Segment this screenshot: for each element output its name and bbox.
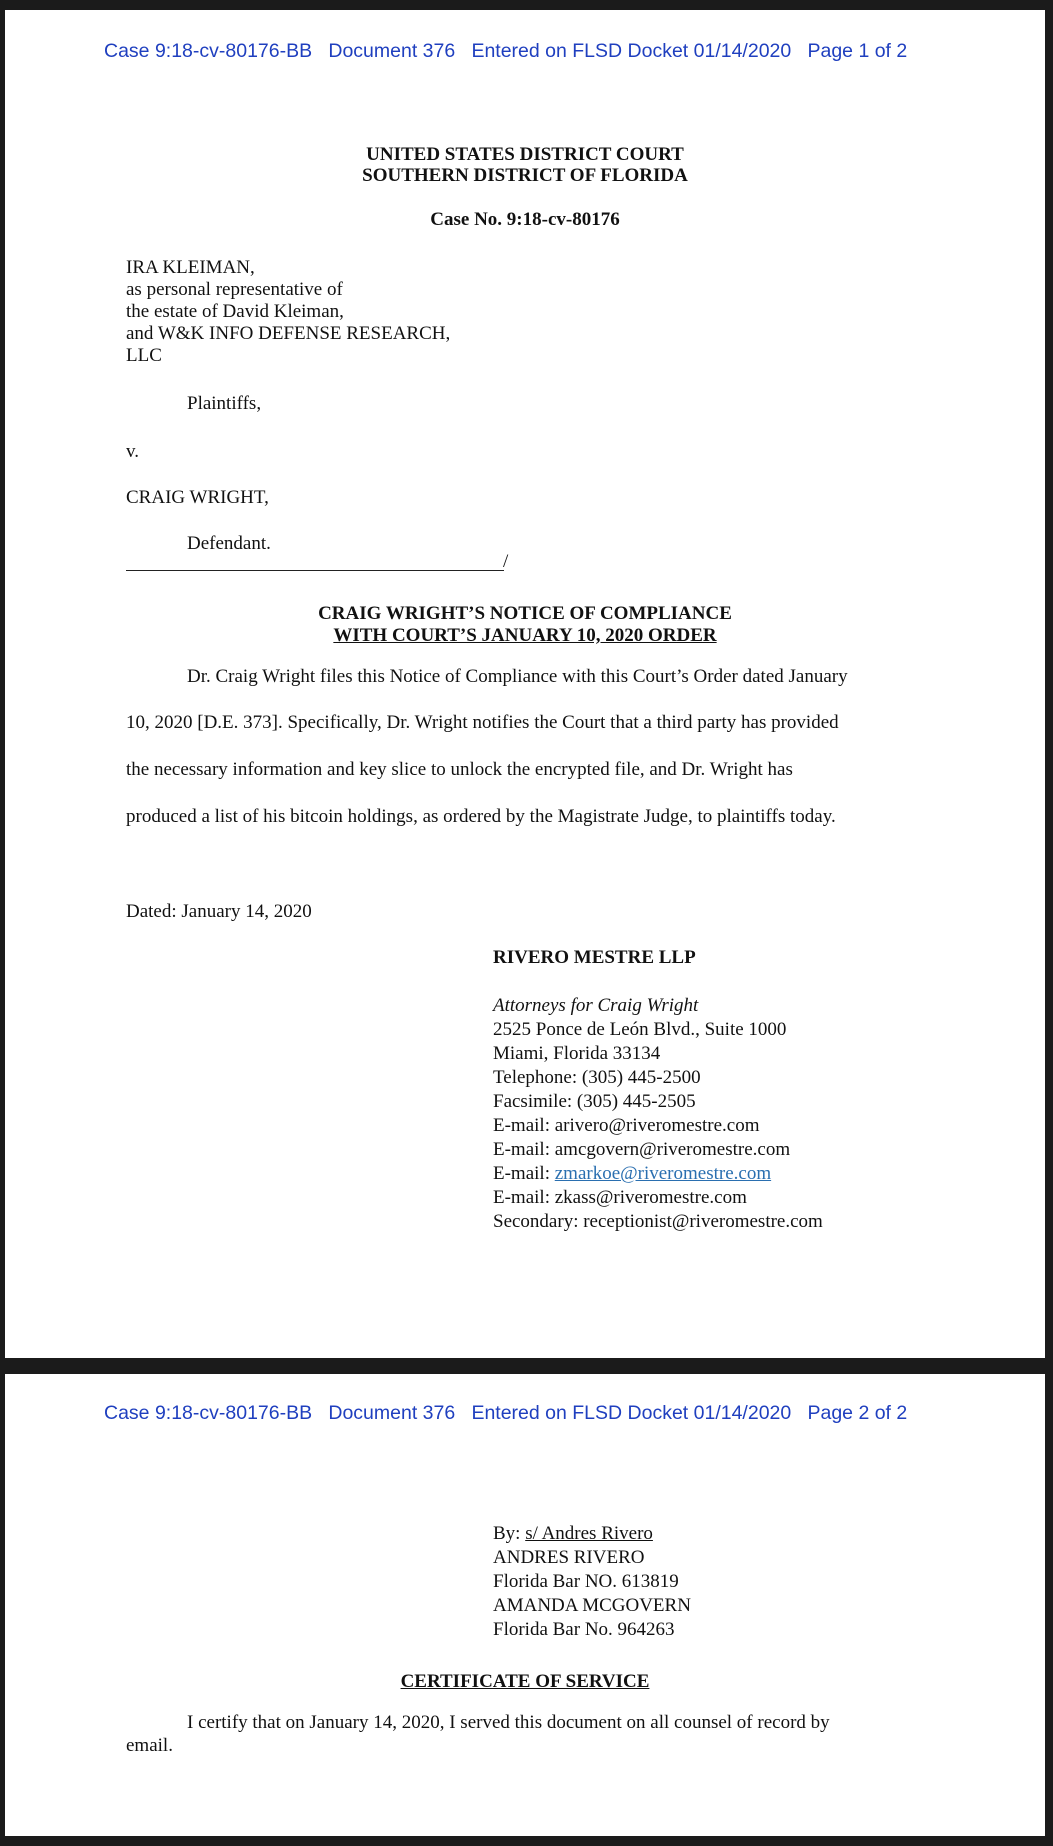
- document-page-2: [5, 1374, 1045, 1836]
- versus: v.: [126, 441, 140, 462]
- email-line: [493, 1162, 823, 1186]
- facsimile: Facsimile: (305) 445-2505: [493, 1091, 696, 1112]
- electronic-signature: s/ Andres Rivero: [525, 1523, 653, 1544]
- certificate-line: I certify that on January 14, 2020, I served this document on all counsel of record by: [187, 1712, 830, 1733]
- email-label: E-mail:: [493, 1163, 555, 1184]
- defendant-name: CRAIG WRIGHT,: [126, 487, 269, 508]
- caption-rule: [126, 570, 504, 571]
- plaintiff-line: IRA KLEIMAN,: [126, 257, 255, 278]
- signer-name: AMANDA MCGOVERN: [493, 1595, 691, 1616]
- plaintiff-line: and W&K INFO DEFENSE RESEARCH,: [126, 323, 451, 344]
- document-page-1: [5, 10, 1045, 1358]
- case-number: Case No. 9:18-cv-80176: [430, 209, 620, 230]
- defendant-label: Defendant.: [187, 533, 271, 554]
- body-paragraph-line: Dr. Craig Wright files this Notice of Compliance with this Court’s Order dated January: [187, 666, 848, 687]
- notice-title-line2: WITH COURT’S JANUARY 10, 2020 ORDER: [333, 625, 717, 646]
- plaintiff-line: the estate of David Kleiman,: [126, 301, 344, 322]
- plaintiff-line: as personal representative of: [126, 279, 343, 300]
- secondary-email: Secondary: receptionist@riveromestre.com: [493, 1211, 823, 1232]
- telephone: Telephone: (305) 445-2500: [493, 1067, 701, 1088]
- signature-block: [493, 1522, 691, 1642]
- address-line: 2525 Ponce de León Blvd., Suite 1000: [493, 1019, 787, 1040]
- dated-line: Dated: January 14, 2020: [126, 901, 312, 922]
- by-label: By:: [493, 1523, 526, 1544]
- bar-number: Florida Bar NO. 613819: [493, 1571, 679, 1592]
- caption-slash: /: [503, 551, 509, 572]
- firm-name: RIVERO MESTRE LLP: [493, 947, 696, 968]
- docket-header: Case 9:18-cv-80176-BB Document 376 Entered on FLSD Docket 01/14/2020 Page 1 of 2: [104, 40, 908, 62]
- plaintiff-line: LLC: [126, 345, 162, 366]
- address-line: Miami, Florida 33134: [493, 1043, 661, 1064]
- attorneys-for: Attorneys for Craig Wright: [493, 995, 699, 1016]
- notice-title-line1: CRAIG WRIGHT’S NOTICE OF COMPLIANCE: [318, 603, 732, 624]
- bar-number: Florida Bar No. 964263: [493, 1619, 675, 1640]
- certificate-title: CERTIFICATE OF SERVICE: [400, 1671, 650, 1692]
- body-paragraph-line: produced a list of his bitcoin holdings, as ordered by the Magistrate Judge, to plaintiffs today.: [126, 806, 836, 827]
- email-line: E-mail: arivero@riveromestre.com: [493, 1115, 760, 1136]
- body-paragraph-line: 10, 2020 [D.E. 373]. Specifically, Dr. Wright notifies the Court that a third party has provided: [126, 712, 839, 733]
- email-line: E-mail: zkass@riveromestre.com: [493, 1187, 747, 1208]
- email-link[interactable]: zmarkoe@riveromestre.com: [554, 1163, 772, 1184]
- firm-contact-block: [493, 994, 823, 1234]
- by-line: [493, 1522, 691, 1546]
- court-name-line2: SOUTHERN DISTRICT OF FLORIDA: [362, 165, 688, 186]
- certificate-line: email.: [126, 1735, 173, 1756]
- body-paragraph-line: the necessary information and key slice to unlock the encrypted file, and Dr. Wright has: [126, 759, 793, 780]
- signer-name: ANDRES RIVERO: [493, 1547, 645, 1568]
- plaintiffs-label: Plaintiffs,: [187, 393, 262, 414]
- court-name-line1: UNITED STATES DISTRICT COURT: [366, 144, 684, 165]
- docket-header: Case 9:18-cv-80176-BB Document 376 Entered on FLSD Docket 01/14/2020 Page 2 of 2: [104, 1402, 908, 1424]
- email-line: E-mail: amcgovern@riveromestre.com: [493, 1139, 791, 1160]
